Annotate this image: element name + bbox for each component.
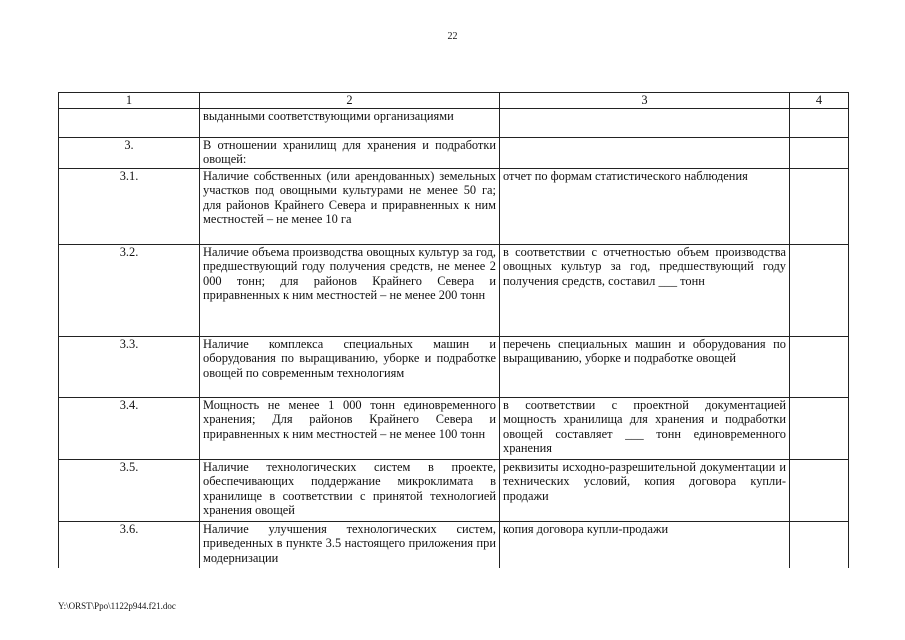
criterion-cell: Наличие комплекса специальных машин и оборудования по выращиванию, уборке и подработке овощей по современным технологиям <box>200 337 500 398</box>
criterion-cell: Наличие технологических систем в проекте, обеспечивающих поддержание микроклимата в хранилище в соответствии с принятой технологией хранения овощей <box>200 460 500 522</box>
criterion-cell: Наличие улучшения технологических систем, приведенных в пункте 3.5 настоящего приложения при модернизации <box>200 522 500 568</box>
confirmation-cell: перечень специальных машин и оборудования по выращиванию, уборке и подработке овощей <box>500 337 790 398</box>
table-header-row <box>59 93 849 109</box>
confirmation-cell: копия договора купли-продажи <box>500 522 790 568</box>
confirmation-cell: в соответствии с отчетностью объем производства овощных культур за год, предшествующий году получения средств, составил ___ тонн <box>500 245 790 337</box>
table-row <box>59 522 849 568</box>
note-cell <box>790 460 849 522</box>
requirements-table <box>58 92 849 568</box>
criterion-cell: Наличие собственных (или арендованных) земельных участков под овощными культурами не менее 50 га; для районов Крайнего Севера и приравненных к ним местностей – не менее 10 га <box>200 169 500 245</box>
column-header: 3 <box>500 93 790 109</box>
row-number: 3.2. <box>59 245 200 337</box>
row-number <box>59 109 200 138</box>
row-number: 3.3. <box>59 337 200 398</box>
column-header: 1 <box>59 93 200 109</box>
row-number: 3.6. <box>59 522 200 568</box>
table-row <box>59 398 849 460</box>
table-row <box>59 337 849 398</box>
table-row <box>59 169 849 245</box>
confirmation-cell: в соответствии с проектной документацией мощность хранилища для хранения и подработки овощей составляет ___ тонн единовременного хранения <box>500 398 790 460</box>
row-number: 3.5. <box>59 460 200 522</box>
table-row <box>59 109 849 138</box>
confirmation-cell: реквизиты исходно-разрешительной документации и технических условий, копия договора купли-продажи <box>500 460 790 522</box>
column-header: 4 <box>790 93 849 109</box>
criterion-cell: Мощность не менее 1 000 тонн единовременного хранения; Для районов Крайнего Севера и приравненных к ним местностей – не менее 100 тонн <box>200 398 500 460</box>
table-row <box>59 245 849 337</box>
criterion-cell: Наличие объема производства овощных культур за год, предшествующий году получения средств, не менее 2 000 тонн; для районов Крайнего Севера и приравненных к ним местностей – не менее 200 тонн <box>200 245 500 337</box>
note-cell <box>790 337 849 398</box>
column-header: 2 <box>200 93 500 109</box>
table-row <box>59 138 849 169</box>
row-number: 3. <box>59 138 200 169</box>
confirmation-cell <box>500 109 790 138</box>
note-cell <box>790 138 849 169</box>
note-cell <box>790 522 849 568</box>
note-cell <box>790 245 849 337</box>
criterion-cell: В отношении хранилищ для хранения и подработки овощей: <box>200 138 500 169</box>
page-number: 22 <box>447 31 458 42</box>
criterion-cell: выданными соответствующими организациями <box>200 109 500 138</box>
table-row <box>59 460 849 522</box>
note-cell <box>790 109 849 138</box>
row-number: 3.4. <box>59 398 200 460</box>
confirmation-cell: отчет по формам статистического наблюдения <box>500 169 790 245</box>
note-cell <box>790 398 849 460</box>
footer-file-path: Y:\ORST\Ppo\1122p944.f21.doc <box>58 601 176 611</box>
note-cell <box>790 169 849 245</box>
row-number: 3.1. <box>59 169 200 245</box>
confirmation-cell <box>500 138 790 169</box>
